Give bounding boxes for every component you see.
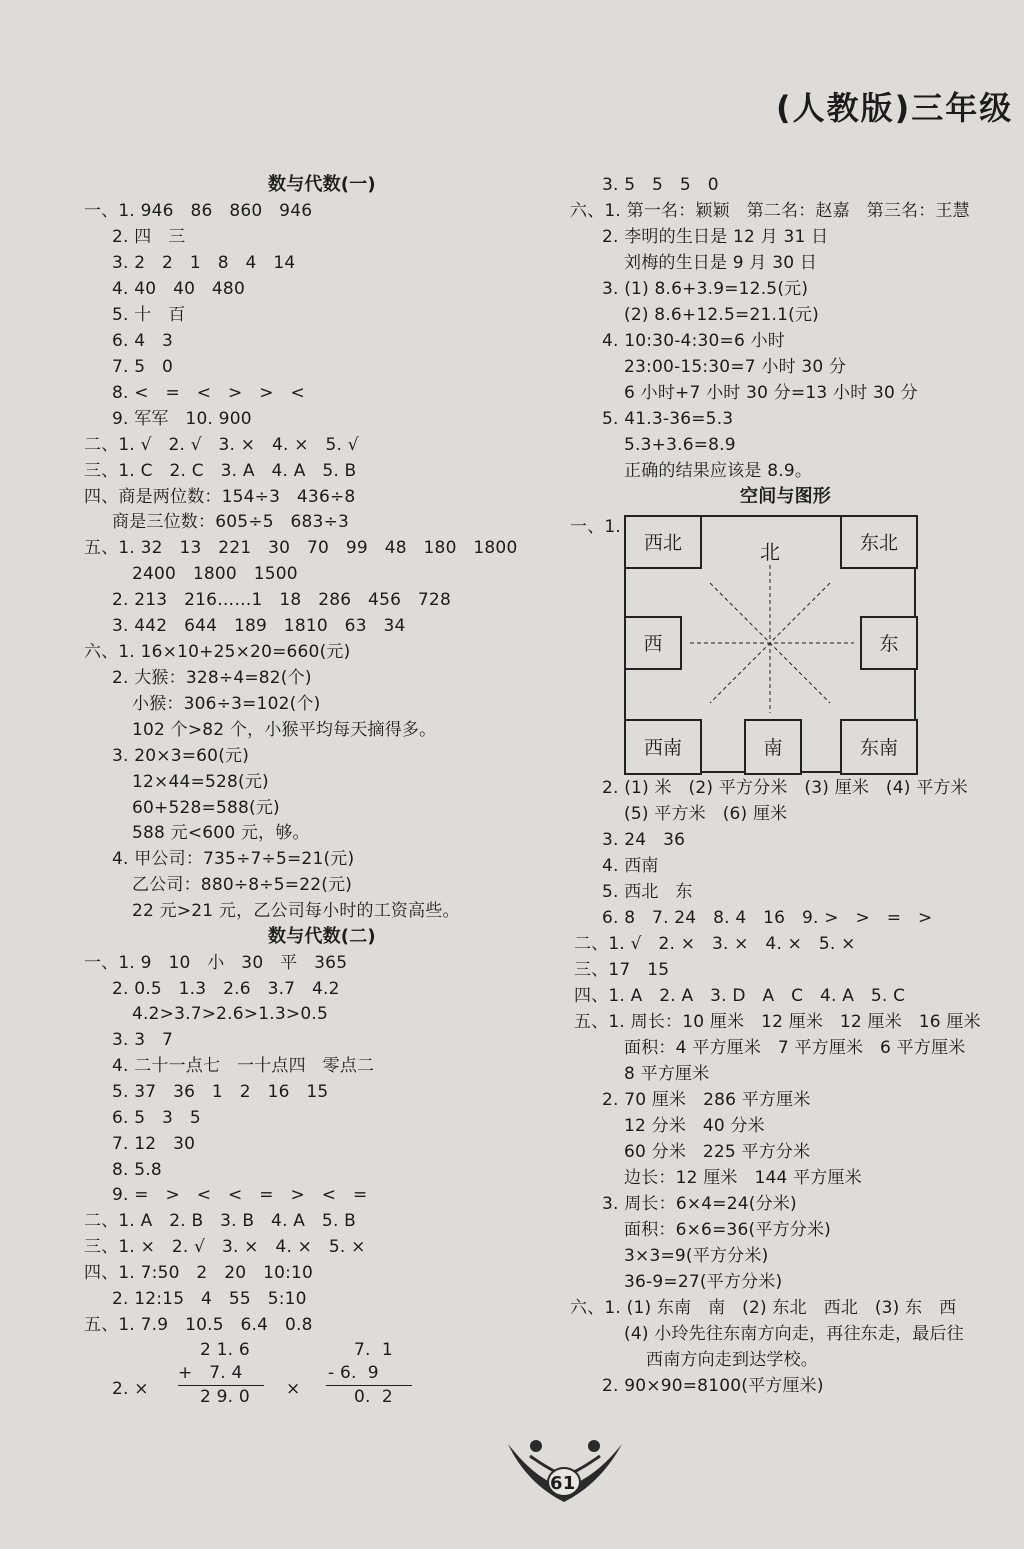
answer-line: 6 小时+7 小时 30 分=13 小时 30 分 [624, 383, 918, 403]
section-title-geometry: 空间与图形 [740, 486, 831, 507]
answer-line: 7. 12 30 [112, 1134, 196, 1154]
answer-line: 二、1. √ 2. √ 3. × 4. × 5. √ [84, 435, 359, 455]
answer-line: 588 元<600 元，够。 [132, 823, 310, 843]
answer-line: 22 元>21 元，乙公司每小时的工资高些。 [132, 901, 460, 921]
answer-line: 5. 37 36 1 2 16 15 [112, 1082, 329, 1102]
answer-line: (5) 平方米 (6) 厘米 [624, 804, 788, 824]
answer-line: 4. 二十一点七 一十点四 零点二 [112, 1056, 375, 1076]
answer-line: 5. 十 百 [112, 305, 186, 325]
label-northeast: 东北 [840, 515, 918, 569]
compass-question-label: 一、1. [570, 517, 622, 537]
answer-line: 面积：6×6=36(平方分米) [624, 1220, 832, 1240]
answer-line: 5. 41.3-36=5.3 [602, 409, 734, 429]
answer-line: 四、1. A 2. A 3. D A C 4. A 5. C [574, 986, 906, 1006]
calc-cross: × [286, 1379, 301, 1399]
label-northwest: 西北 [624, 515, 702, 569]
answer-line: 9. 军军 10. 900 [112, 409, 252, 429]
answer-line: 4. 甲公司：735÷7÷5=21(元) [112, 849, 355, 869]
answer-line: 五、1. 周长：10 厘米 12 厘米 12 厘米 16 厘米 [574, 1012, 981, 1032]
calc-b-top: 7. 1 [354, 1340, 393, 1360]
label-southeast: 东南 [840, 719, 918, 775]
edition-title: (人教版)三年级 [776, 89, 1014, 127]
answer-line: 小猴：306÷3=102(个) [132, 694, 321, 714]
answer-line: 六、1. 16×10+25×20=660(元) [84, 642, 351, 662]
answer-line: 2. 12:15 4 55 5:10 [112, 1289, 307, 1309]
answer-line: 3. 442 644 189 1810 63 34 [112, 616, 406, 636]
label-north: 北 [760, 540, 780, 564]
answer-line: 五、1. 32 13 221 30 70 99 48 180 1800 [84, 538, 518, 558]
answer-line: 三、1. × 2. √ 3. × 4. × 5. × [84, 1237, 366, 1257]
calc-b-result: 0. 2 [354, 1387, 393, 1407]
answer-line: 60+528=588(元) [132, 798, 280, 818]
answer-line: 7. 5 0 [112, 357, 174, 377]
answer-line: 23:00-15:30=7 小时 30 分 [624, 357, 847, 377]
answer-line: 五、1. 7.9 10.5 6.4 0.8 [84, 1315, 313, 1335]
answer-line: 刘梅的生日是 9 月 30 日 [624, 253, 818, 273]
answer-line: 面积：4 平方厘米 7 平方厘米 6 平方厘米 [624, 1038, 966, 1058]
label-southwest: 西南 [624, 719, 702, 775]
answer-line: 2. 0.5 1.3 2.6 3.7 4.2 [112, 979, 340, 999]
answer-line: 2. 70 厘米 286 平方厘米 [602, 1090, 811, 1110]
calc-label: 2. × [112, 1379, 149, 1399]
answer-line: 5.3+3.6=8.9 [624, 435, 736, 455]
answer-line: 4. 10:30-4:30=6 小时 [602, 331, 785, 351]
answer-line: 102 个>82 个，小猴平均每天摘得多。 [132, 720, 437, 740]
section-title-algebra-1: 数与代数(一) [268, 174, 376, 195]
answer-line: 9. = > < < = > < = [112, 1185, 368, 1205]
answer-line: 2400 1800 1500 [132, 564, 298, 584]
answer-line: 36-9=27(平方分米) [624, 1272, 783, 1292]
answer-line: 4. 40 40 480 [112, 279, 245, 299]
answer-line: 5. 西北 东 [602, 882, 693, 902]
answer-line: 2. (1) 米 (2) 平方分米 (3) 厘米 (4) 平方米 [602, 778, 968, 798]
answer-line: 6. 4 3 [112, 331, 174, 351]
calc-b-mid: - 6. 9 [328, 1363, 379, 1383]
answer-line: (4) 小玲先往东南方向走，再往东走，最后往 [624, 1324, 964, 1344]
answer-line: 4.2>3.7>2.6>1.3>0.5 [132, 1004, 328, 1024]
answer-line: 三、17 15 [574, 960, 670, 980]
calc-a-top: 2 1. 6 [200, 1340, 250, 1360]
answer-line: 2. 90×90=8100(平方厘米) [602, 1376, 824, 1396]
answer-line: 商是三位数：605÷5 683÷3 [112, 512, 350, 532]
answer-line: 3×3=9(平方分米) [624, 1246, 769, 1266]
label-west: 西 [624, 616, 682, 670]
answer-line: 3. 5 5 5 0 [602, 175, 719, 195]
answer-line: 三、1. C 2. C 3. A 4. A 5. B [84, 461, 357, 481]
answer-line: 8. 5.8 [112, 1160, 162, 1180]
answer-line: 2. 213 216……1 18 286 456 728 [112, 590, 451, 610]
answer-line: 六、1. 第一名：颖颖 第二名：赵嘉 第三名：王慧 [570, 201, 970, 221]
answer-line: 12 分米 40 分米 [624, 1116, 765, 1136]
answer-line: 8. < = < > > < [112, 383, 305, 403]
answer-line: 二、1. A 2. B 3. B 4. A 5. B [84, 1211, 357, 1231]
answer-line: 3. 3 7 [112, 1030, 174, 1050]
calc-a-mid: + 7. 4 [178, 1363, 243, 1383]
page-number: 61 [550, 1473, 576, 1494]
label-south: 南 [744, 719, 802, 775]
answer-line: 乙公司：880÷8÷5=22(元) [132, 875, 353, 895]
answer-line: 正确的结果应该是 8.9。 [624, 461, 813, 481]
answer-line: 3. 周长：6×4=24(分米) [602, 1194, 797, 1214]
answer-line: 四、1. 7:50 2 20 10:10 [84, 1263, 314, 1283]
answer-line: 4. 西南 [602, 856, 659, 876]
answer-line: 3. 20×3=60(元) [112, 746, 250, 766]
answer-line: 西南方向走到达学校。 [646, 1350, 818, 1370]
answer-line: 3. 2 2 1 8 4 14 [112, 253, 296, 273]
answer-line: 3. (1) 8.6+3.9=12.5(元) [602, 279, 809, 299]
answer-line: 2. 大猴：328÷4=82(个) [112, 668, 312, 688]
answer-line: 6. 5 3 5 [112, 1108, 201, 1128]
answer-line: 四、商是两位数：154÷3 436÷8 [84, 487, 356, 507]
answer-line: 2. 四 三 [112, 227, 186, 247]
answer-line: 二、1. √ 2. × 3. × 4. × 5. × [574, 934, 856, 954]
answer-line: 60 分米 225 平方分米 [624, 1142, 811, 1162]
answer-line: 一、1. 9 10 小 30 平 365 [84, 953, 348, 973]
answer-line: 3. 24 36 [602, 830, 686, 850]
section-title-algebra-2: 数与代数(二) [268, 926, 376, 947]
answer-line: 2. 李明的生日是 12 月 31 日 [602, 227, 829, 247]
answer-line: 12×44=528(元) [132, 772, 269, 792]
answer-line: 六、1. (1) 东南 南 (2) 东北 西北 (3) 东 西 [570, 1298, 957, 1318]
label-east: 东 [860, 616, 918, 670]
answer-line: 8 平方厘米 [624, 1064, 710, 1084]
answer-line: 边长：12 厘米 144 平方厘米 [624, 1168, 862, 1188]
answer-line: 6. 8 7. 24 8. 4 16 9. > > = > [602, 908, 933, 928]
answer-line: 一、1. 946 86 860 946 [84, 201, 313, 221]
calc-a-result: 2 9. 0 [200, 1387, 250, 1407]
compass-diagram [624, 515, 916, 773]
answer-line: (2) 8.6+12.5=21.1(元) [624, 305, 819, 325]
